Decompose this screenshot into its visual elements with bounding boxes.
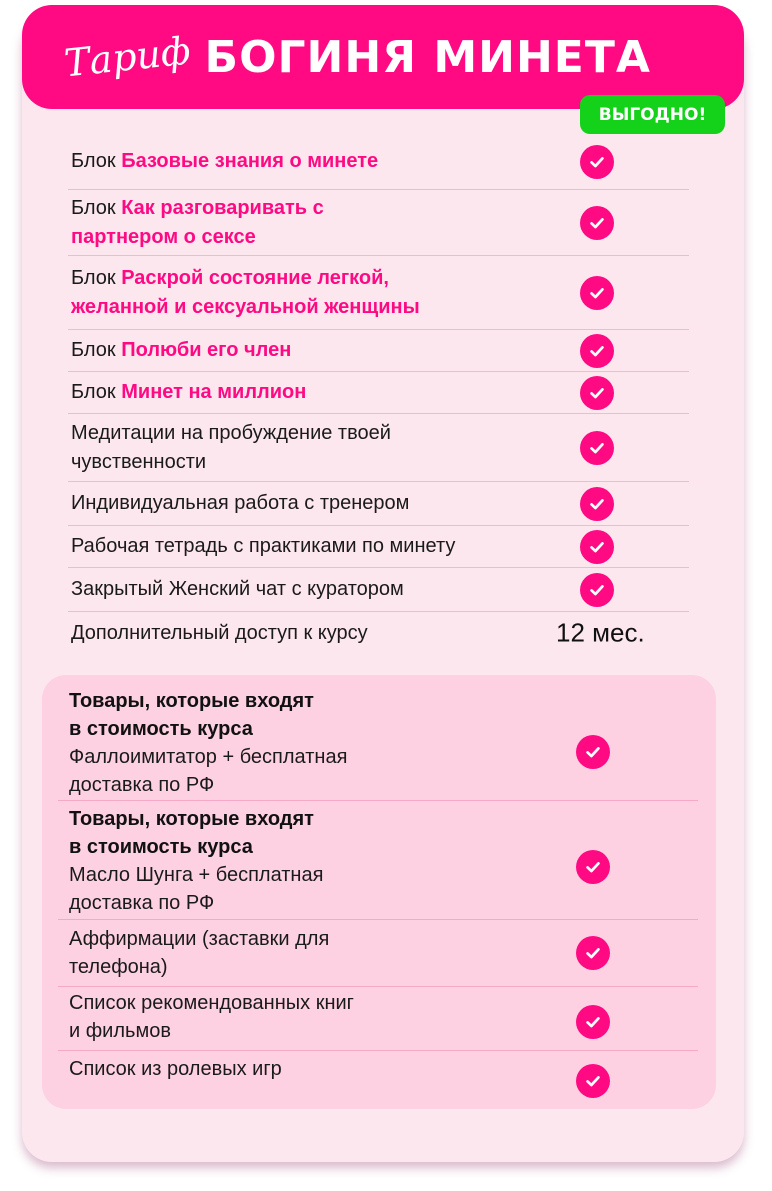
bonus-text-line2: доставка по РФ bbox=[69, 774, 215, 796]
feature-text: Индивидуальная работа с тренером bbox=[71, 492, 410, 514]
bonus-text: Список из ролевых игр bbox=[69, 1058, 282, 1080]
feature-row bbox=[68, 482, 689, 526]
feature-row bbox=[68, 330, 689, 372]
feature-text: Закрытый Женский чат с куратором bbox=[71, 578, 404, 600]
check-circle-icon bbox=[580, 376, 614, 410]
feature-highlight: Минет на миллион bbox=[121, 381, 307, 403]
feature-text: Медитации на пробуждение твоей bbox=[71, 421, 391, 444]
bonus-heading: Товары, которые входят bbox=[69, 690, 314, 712]
tariff-title: БОГИНЯ МИНЕТА bbox=[204, 31, 651, 83]
feature-text: Дополнительный доступ к курсу bbox=[71, 621, 368, 644]
bonus-text-line2: телефона) bbox=[69, 956, 168, 978]
check-circle-icon bbox=[580, 206, 614, 240]
check-circle-icon bbox=[576, 1064, 610, 1098]
tariff-header bbox=[22, 5, 744, 109]
feature-highlight: Раскрой состояние легкой, bbox=[121, 266, 389, 289]
bonus-row bbox=[58, 1055, 698, 1105]
bonus-heading-line2: в стоимость курса bbox=[69, 836, 253, 858]
tariff-label: Тариф bbox=[62, 28, 193, 86]
bonus-heading: Товары, которые входят bbox=[69, 808, 314, 830]
bonus-text: Фаллоимитатор + бесплатная bbox=[69, 746, 348, 768]
feature-row bbox=[68, 256, 689, 330]
feature-highlight-line2: партнером о сексе bbox=[71, 225, 256, 248]
feature-prefix: Блок bbox=[71, 339, 122, 361]
feature-row bbox=[68, 568, 689, 612]
check-circle-icon bbox=[580, 431, 614, 465]
feature-highlight: Полюби его член bbox=[121, 339, 292, 361]
bonus-row bbox=[58, 925, 698, 987]
feature-prefix: Блок bbox=[71, 150, 122, 172]
bonus-text: Масло Шунга + бесплатная bbox=[69, 864, 324, 886]
access-duration: 12 мес. bbox=[556, 617, 645, 648]
bonus-row bbox=[58, 687, 698, 801]
feature-row bbox=[68, 190, 689, 256]
check-circle-icon bbox=[576, 1005, 610, 1039]
check-circle-icon bbox=[580, 530, 614, 564]
feature-highlight: Как разговаривать с bbox=[121, 196, 324, 219]
feature-row bbox=[68, 526, 689, 568]
check-circle-icon bbox=[576, 936, 610, 970]
check-circle-icon bbox=[576, 735, 610, 769]
bonus-text-line2: и фильмов bbox=[69, 1020, 171, 1042]
feature-prefix: Блок bbox=[71, 196, 122, 219]
check-circle-icon bbox=[580, 145, 614, 179]
feature-row bbox=[68, 372, 689, 414]
feature-row bbox=[68, 612, 689, 654]
feature-row bbox=[68, 414, 689, 482]
feature-text-line2: чувственности bbox=[71, 450, 207, 473]
bonus-text-line2: доставка по РФ bbox=[69, 892, 215, 914]
bonus-row bbox=[58, 989, 698, 1051]
check-circle-icon bbox=[580, 334, 614, 368]
feature-text: Рабочая тетрадь с практиками по минету bbox=[71, 535, 456, 557]
feature-prefix: Блок bbox=[71, 381, 122, 403]
bonus-text: Аффирмации (заставки для bbox=[69, 928, 330, 950]
bonus-text: Список рекомендованных книг bbox=[69, 992, 354, 1014]
feature-prefix: Блок bbox=[71, 266, 122, 289]
feature-highlight: Базовые знания о минете bbox=[121, 150, 379, 172]
feature-highlight-line2: желанной и сексуальной женщины bbox=[71, 295, 420, 318]
bonus-panel bbox=[42, 675, 716, 1109]
bonus-row bbox=[58, 805, 698, 920]
best-value-badge: ВЫГОДНО! bbox=[580, 95, 725, 134]
feature-row bbox=[68, 134, 689, 190]
check-circle-icon bbox=[580, 487, 614, 521]
check-circle-icon bbox=[580, 276, 614, 310]
check-circle-icon bbox=[576, 850, 610, 884]
check-circle-icon bbox=[580, 573, 614, 607]
bonus-heading-line2: в стоимость курса bbox=[69, 718, 253, 740]
features-list bbox=[68, 134, 689, 654]
